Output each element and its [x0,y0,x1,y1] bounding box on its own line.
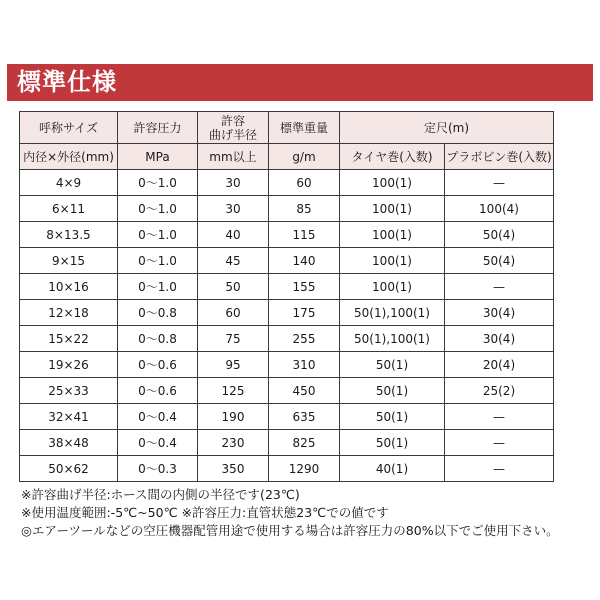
table-row [20,456,554,482]
cell-bend: 230 [198,430,269,456]
cell-weight: 115 [269,222,340,248]
header-bend-line2: 曲げ半径 [208,127,257,142]
section-title: 標準仕様 [17,68,117,96]
cell-size: 38×48 [20,430,118,456]
spec-table [19,111,554,482]
cell-size: 4×9 [20,170,118,196]
table-row [20,352,554,378]
cell-weight: 140 [269,248,340,274]
cell-tire: 50(1) [340,378,445,404]
cell-tire: 50(1) [340,430,445,456]
cell-bobbin: 30(4) [445,300,554,326]
cell-bobbin: 50(4) [445,222,554,248]
header-row-units [20,144,554,170]
cell-weight: 60 [269,170,340,196]
cell-pressure: 0～1.0 [118,170,198,196]
cell-pressure: 0～1.0 [118,222,198,248]
cell-tire: 50(1) [340,352,445,378]
note-pneumatic-usage: ◎エアーツールなどの空圧機器配管用途で使用する場合は許容圧力の80%以下でご使用下さい。 [21,523,559,538]
note-temperature-pressure: ※使用温度範囲:-5℃~50℃ ※許容圧力:直管状態23℃での値です [21,505,389,520]
cell-size: 12×18 [20,300,118,326]
table-row [20,196,554,222]
cell-bend: 60 [198,300,269,326]
cell-bobbin: — [445,456,554,482]
table-row [20,326,554,352]
header-weight: 標準重量 [269,112,340,144]
table-row [20,300,554,326]
unit-size: 内径×外径(mm) [20,144,118,170]
cell-bobbin: 30(4) [445,326,554,352]
cell-size: 25×33 [20,378,118,404]
cell-size: 10×16 [20,274,118,300]
cell-tire: 50(1),100(1) [340,326,445,352]
cell-bend: 95 [198,352,269,378]
header-length: 定尺(m) [340,112,554,144]
cell-weight: 1290 [269,456,340,482]
cell-size: 32×41 [20,404,118,430]
cell-pressure: 0～0.4 [118,430,198,456]
cell-bobbin: 20(4) [445,352,554,378]
cell-bobbin: 100(4) [445,196,554,222]
cell-bobbin: — [445,404,554,430]
cell-pressure: 0～0.4 [118,404,198,430]
table-row [20,404,554,430]
unit-bend: mm以上 [198,144,269,170]
cell-weight: 635 [269,404,340,430]
cell-weight: 255 [269,326,340,352]
cell-pressure: 0～0.3 [118,456,198,482]
cell-tire: 100(1) [340,248,445,274]
cell-tire: 50(1) [340,404,445,430]
cell-bend: 30 [198,196,269,222]
header-row-top [20,112,554,144]
cell-tire: 40(1) [340,456,445,482]
table-row [20,248,554,274]
cell-bend: 30 [198,170,269,196]
cell-tire: 100(1) [340,196,445,222]
unit-weight: g/m [269,144,340,170]
section-title-bar [7,64,593,101]
cell-bend: 45 [198,248,269,274]
cell-weight: 85 [269,196,340,222]
header-size: 呼称サイズ [20,112,118,144]
notes-block [21,486,593,540]
table-row [20,170,554,196]
cell-bobbin: — [445,274,554,300]
cell-size: 6×11 [20,196,118,222]
cell-bend: 190 [198,404,269,430]
cell-size: 15×22 [20,326,118,352]
cell-bend: 40 [198,222,269,248]
header-bend-line1: 許容 [220,113,245,128]
table-row [20,222,554,248]
unit-pressure: MPa [118,144,198,170]
cell-tire: 50(1),100(1) [340,300,445,326]
table-row [20,378,554,404]
unit-bobbin: プラボビン巻(入数) [445,144,554,170]
table-row [20,274,554,300]
cell-tire: 100(1) [340,170,445,196]
cell-pressure: 0～1.0 [118,274,198,300]
cell-bobbin: — [445,170,554,196]
cell-pressure: 0～0.8 [118,300,198,326]
cell-pressure: 0～0.8 [118,326,198,352]
cell-bend: 50 [198,274,269,300]
cell-pressure: 0～0.6 [118,378,198,404]
cell-weight: 310 [269,352,340,378]
cell-weight: 450 [269,378,340,404]
cell-pressure: 0～1.0 [118,248,198,274]
header-pressure: 許容圧力 [118,112,198,144]
unit-tire: タイヤ巻(入数) [340,144,445,170]
header-bend-radius [198,112,269,144]
cell-bobbin: 50(4) [445,248,554,274]
cell-size: 50×62 [20,456,118,482]
cell-tire: 100(1) [340,274,445,300]
cell-pressure: 0～1.0 [118,196,198,222]
cell-weight: 825 [269,430,340,456]
cell-bend: 350 [198,456,269,482]
cell-size: 8×13.5 [20,222,118,248]
cell-bend: 75 [198,326,269,352]
cell-weight: 155 [269,274,340,300]
cell-bend: 125 [198,378,269,404]
note-bend-radius: ※許容曲げ半径:ホース間の内側の半径です(23℃) [21,487,300,502]
cell-bobbin: — [445,430,554,456]
cell-size: 19×26 [20,352,118,378]
cell-tire: 100(1) [340,222,445,248]
cell-pressure: 0～0.6 [118,352,198,378]
cell-bobbin: 25(2) [445,378,554,404]
table-row [20,430,554,456]
cell-size: 9×15 [20,248,118,274]
cell-weight: 175 [269,300,340,326]
